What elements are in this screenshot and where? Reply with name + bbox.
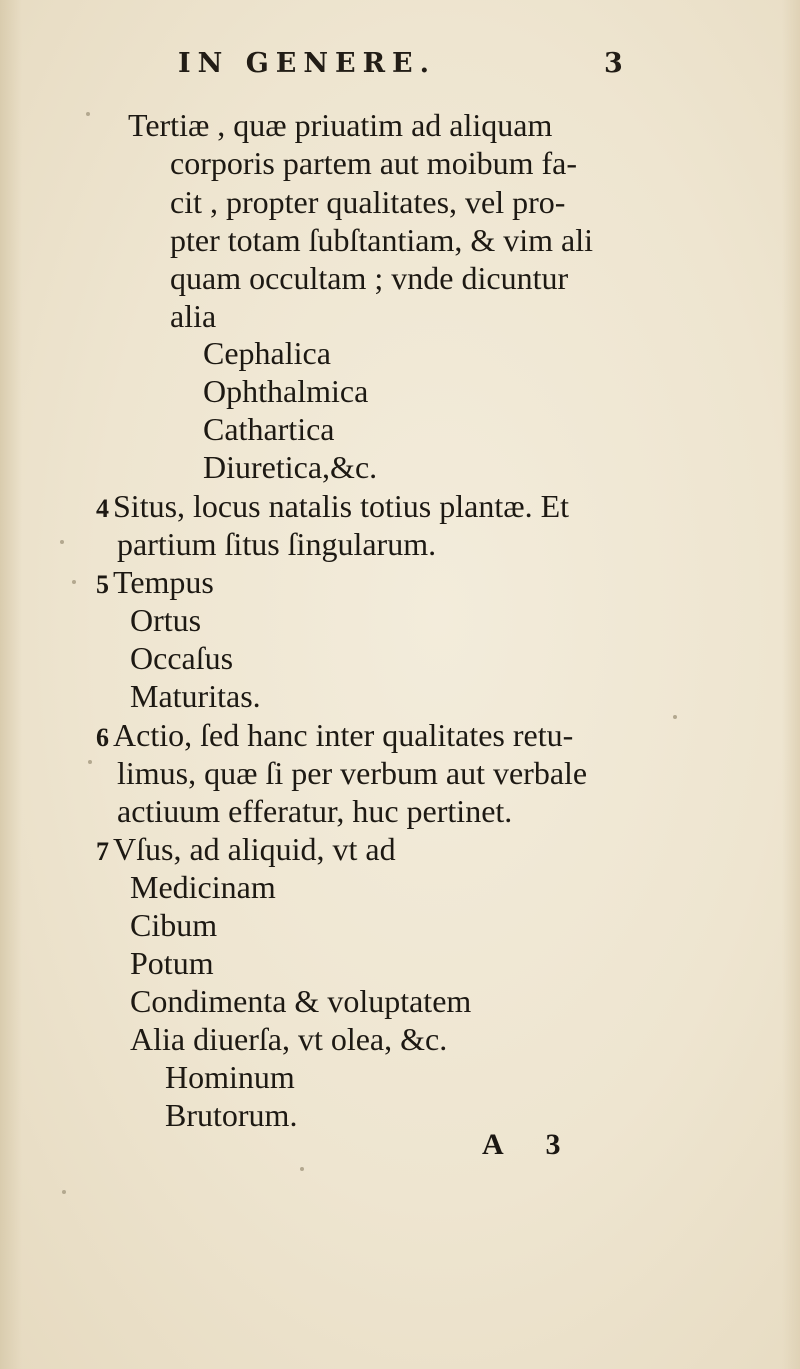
text-line: actiuum efferatur, huc pertinet. <box>117 793 513 829</box>
text-line: Vſus, ad aliquid, vt ad <box>113 831 396 867</box>
text-line: alia <box>170 298 217 334</box>
text-line: Medicinam <box>130 869 276 905</box>
text-line: limus, quæ ſi per verbum aut verbale <box>117 755 588 791</box>
text-line: Actio, ſed hanc inter qualitates retu- <box>113 717 574 753</box>
page-number: 3 <box>604 48 623 79</box>
text-line: Occaſus <box>130 640 234 676</box>
paper-speck <box>72 580 76 584</box>
paper-speck <box>62 1190 66 1194</box>
numbered-line <box>96 487 569 528</box>
text-line: Alia diuerſa, vt olea, &c. <box>130 1021 448 1057</box>
text-line: Tertiæ , quæ priuatim ad aliquam <box>128 107 553 143</box>
text-line: quam occultam ; vnde dicuntur <box>170 260 569 296</box>
page-edge-left <box>0 0 22 1369</box>
paper-speck <box>300 1167 304 1171</box>
item-number: 6 <box>96 723 109 752</box>
paper-speck <box>86 112 90 116</box>
text-line: Hominum <box>165 1059 295 1095</box>
text-line: Tempus <box>113 564 214 600</box>
text-line: Cathartica <box>203 411 335 447</box>
text-line: cit , propter qualitates, vel pro- <box>170 184 566 220</box>
text-line: Potum <box>130 945 214 981</box>
running-title: IN GENERE. <box>178 48 437 79</box>
text-line: Ortus <box>130 602 202 638</box>
text-line: Diuretica,&c. <box>203 449 378 485</box>
text-line: partium ſitus ſingularum. <box>117 526 437 562</box>
signature-mark: A 3 <box>482 1128 579 1161</box>
text-line: Ophthalmica <box>203 373 369 409</box>
text-line: Brutorum. <box>165 1097 298 1133</box>
page-header <box>0 48 800 88</box>
text-line: Maturitas. <box>130 678 261 714</box>
text-line: Situs, locus natalis totius plantæ. Et <box>113 488 569 524</box>
text-line: Cibum <box>130 907 218 943</box>
numbered-line <box>96 716 573 757</box>
text-line: Condimenta & voluptatem <box>130 983 472 1019</box>
text-line: pter totam ſubſtantiam, & vim ali <box>170 222 594 258</box>
text-line: Cephalica <box>203 335 331 371</box>
paper-speck <box>673 715 677 719</box>
item-number: 5 <box>96 570 109 599</box>
numbered-line <box>96 830 396 871</box>
page-edge-right <box>782 0 800 1369</box>
item-number: 7 <box>96 837 109 866</box>
paper-speck <box>88 760 92 764</box>
numbered-line <box>96 563 214 604</box>
paper-speck <box>60 540 64 544</box>
text-line: corporis partem aut moibum fa- <box>170 145 577 181</box>
item-number: 4 <box>96 494 109 523</box>
